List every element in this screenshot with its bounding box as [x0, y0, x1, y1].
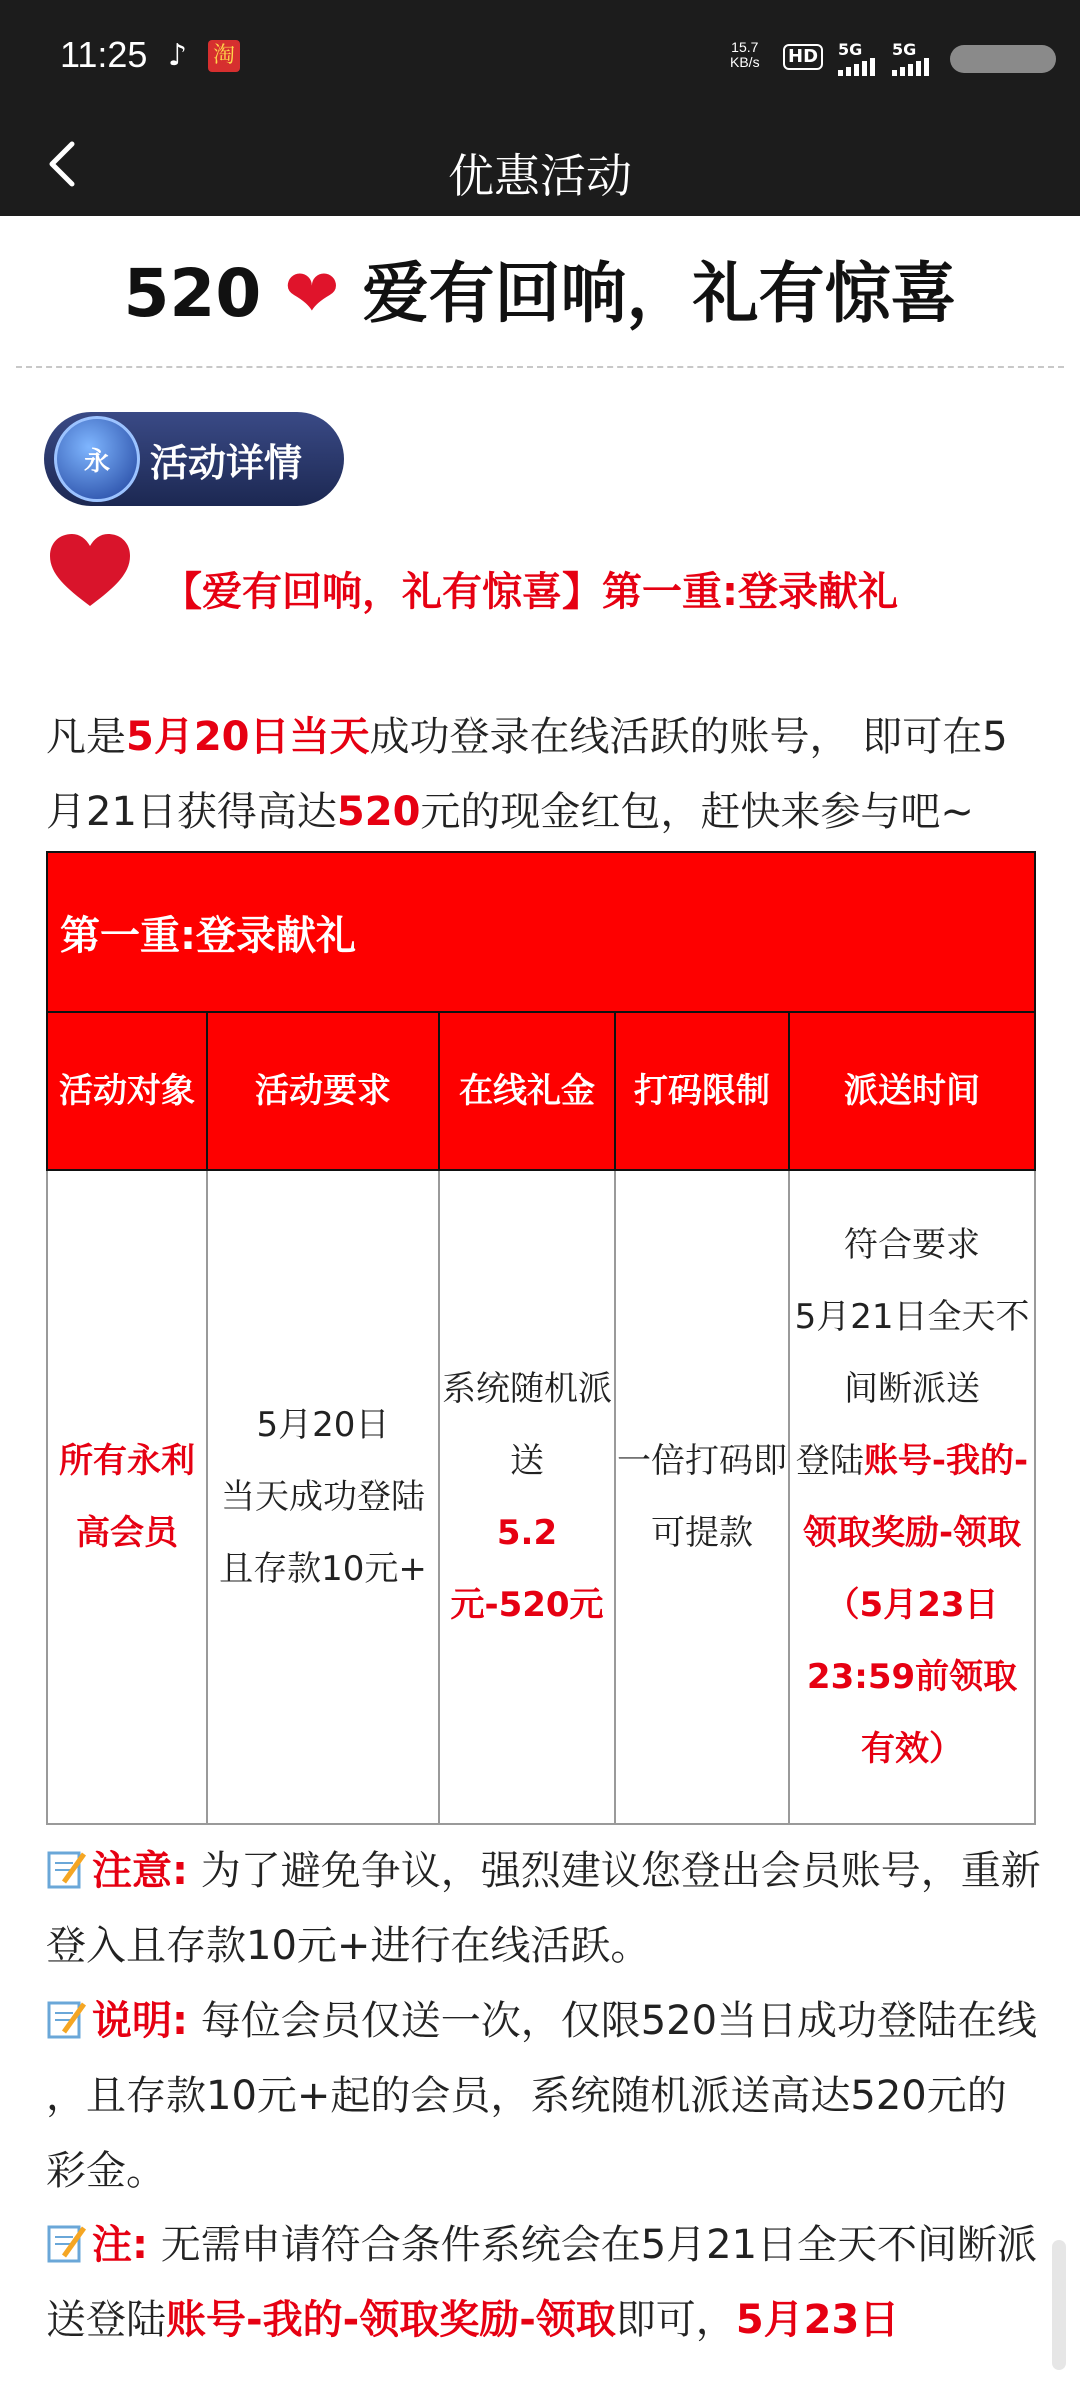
network-speed: 15.7 KB/s — [730, 39, 760, 70]
memo-icon — [46, 1998, 88, 2040]
battery-icon — [950, 45, 1056, 73]
section-subtitle: 【爱有回响，礼有惊喜】第一重:登录献礼 — [162, 569, 898, 615]
page-title: 优惠活动 — [448, 149, 632, 203]
tiktok-icon: ♪ — [168, 38, 188, 73]
activity-details-badge — [44, 412, 344, 506]
note-explanation: 说明: 每位会员仅送一次，仅限520当日成功登陆在线 ，且存款10元+起的会员，系统随机派送高达520元的彩金。 — [46, 1998, 1038, 2194]
signal-label-2: 5G — [892, 40, 917, 59]
header-limit: 打码限制 — [615, 1012, 789, 1170]
divider — [16, 366, 1064, 368]
app-notification-icon: 淘 — [208, 40, 240, 72]
memo-icon — [46, 1848, 88, 1890]
heart-icon — [46, 530, 134, 610]
cell-limit: 一倍打码即可提款 — [615, 1170, 789, 1824]
table-row — [47, 1170, 1035, 1824]
shield-icon: 永 — [54, 416, 140, 502]
cell-requirement: 5月20日 当天成功登陆 且存款10元+ — [207, 1170, 439, 1824]
hd-icon: HD — [783, 44, 823, 70]
status-bar — [0, 0, 1080, 116]
activity-details-label: 活动详情 — [150, 441, 303, 485]
status-time: 11:25 — [60, 34, 148, 75]
scrollbar[interactable] — [1052, 2240, 1066, 2370]
header-bonus: 在线礼金 — [439, 1012, 615, 1170]
signal-icon-2 — [892, 58, 929, 76]
signal-label-1: 5G — [838, 40, 863, 59]
cell-target: 所有永利高会员 — [47, 1170, 207, 1824]
table-caption: 第一重:登录献礼 — [47, 852, 1035, 1012]
note-remark: 注: 无需申请符合条件系统会在5月21日全天不间断派送登陆账号-我的-领取奖励-领取即可，5月23日 — [46, 2222, 1038, 2343]
intro-paragraph: 凡是5月20日当天成功登录在线活跃的账号， 即可在5月21日获得高达520元的现金红包，赶快来参与吧~ — [46, 714, 1008, 835]
header-target: 活动对象 — [47, 1012, 207, 1170]
rules-table — [46, 851, 1036, 1825]
header-time: 派送时间 — [789, 1012, 1035, 1170]
table-header-row — [47, 1012, 1035, 1170]
promotion-heading: 520 ❤ 爱有回响，礼有惊喜 — [123, 255, 957, 332]
header-requirement: 活动要求 — [207, 1012, 439, 1170]
app-bar — [0, 116, 1080, 216]
cell-time: 符合要求 5月21日全天不间断派送 登陆账号-我的-领取奖励-领取 （5月23日23:59前领取有效） — [789, 1170, 1035, 1824]
memo-icon — [46, 2222, 88, 2264]
note-attention: 注意: 为了避免争议，强烈建议您登出会员账号，重新登入且存款10元+进行在线活跃。 — [46, 1848, 1041, 1969]
cell-bonus: 系统随机派送 5.2元-520元 — [439, 1170, 615, 1824]
heart-icon: ❤ — [284, 255, 340, 332]
signal-icon-1 — [838, 58, 875, 76]
